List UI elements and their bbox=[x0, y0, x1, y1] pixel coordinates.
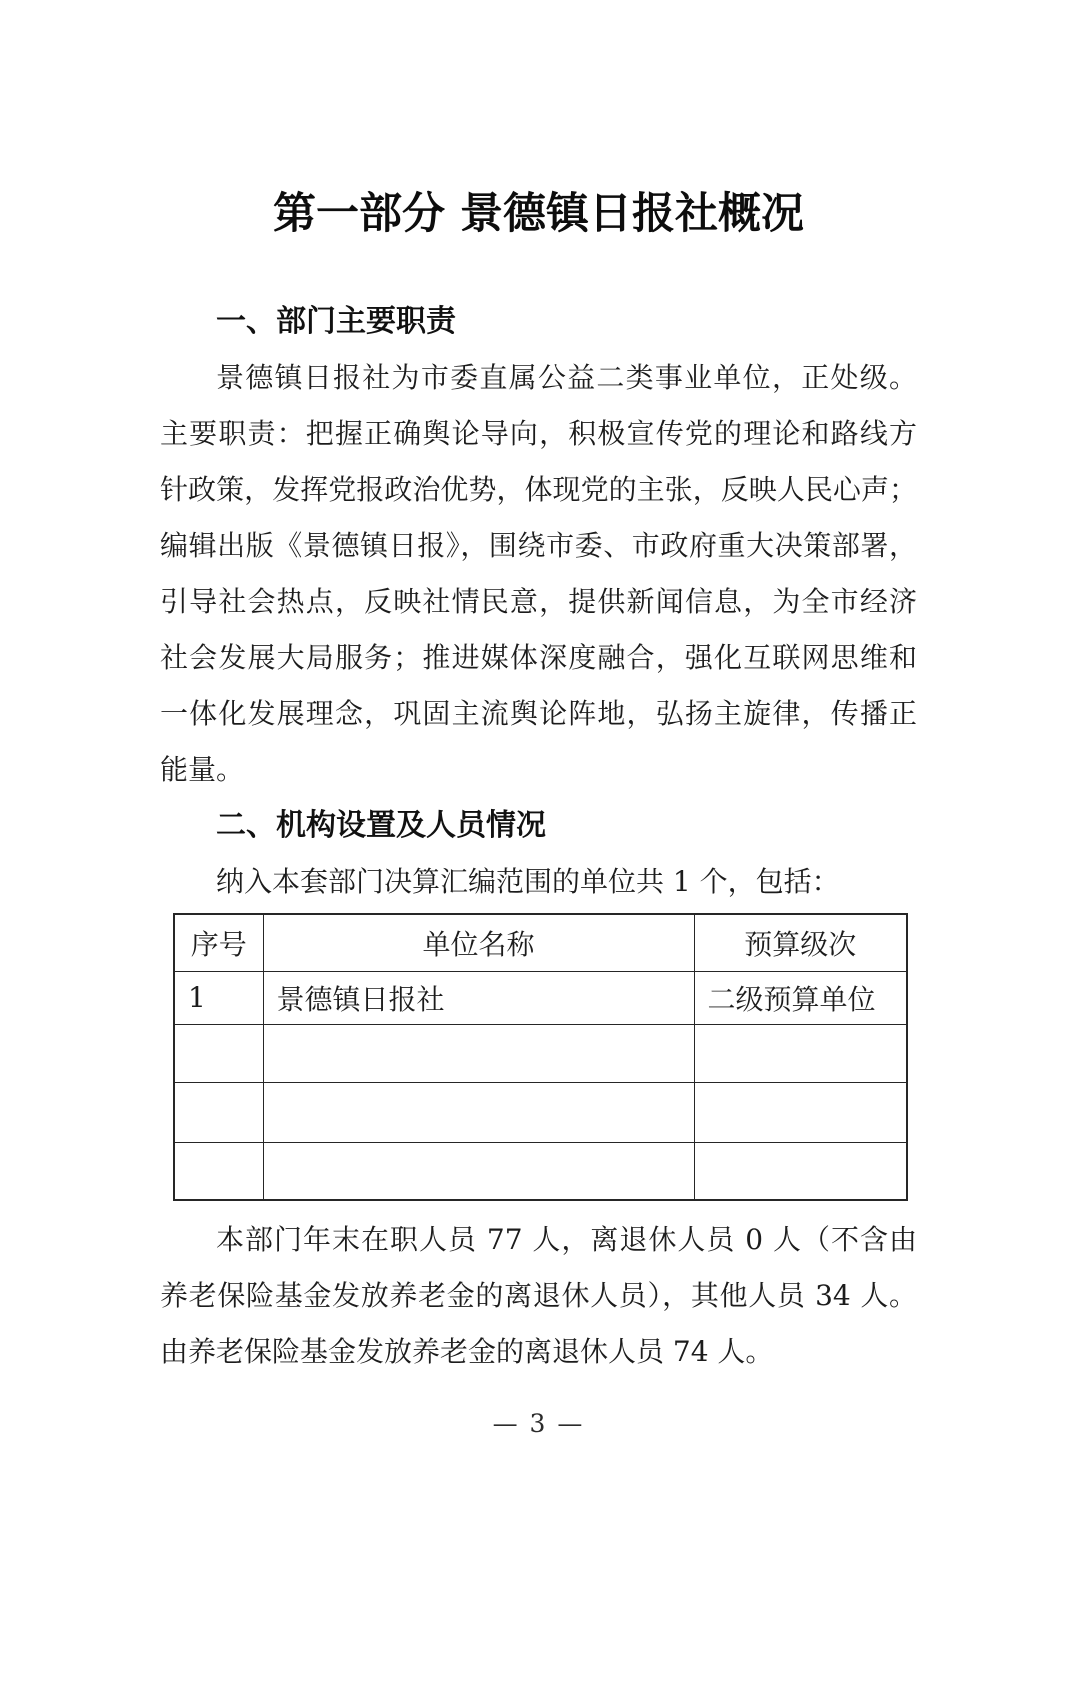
table-header-row bbox=[174, 914, 907, 971]
body-line: 景德镇日报社为市委直属公益二类事业单位，正处级。 bbox=[216, 361, 917, 394]
personnel-paragraph bbox=[160, 1212, 917, 1380]
cell-budget-level: 二级预算单位 bbox=[694, 971, 907, 1024]
table-row bbox=[174, 1082, 907, 1142]
section-1-paragraph bbox=[160, 350, 917, 798]
body-line: 本部门年末在职人员 77 人，离退休人员 0 人（不含由 bbox=[216, 1223, 917, 1256]
cell-index bbox=[174, 1082, 263, 1142]
section-2-heading: 二、机构设置及人员情况 bbox=[216, 808, 546, 843]
document-page bbox=[0, 182, 1074, 1702]
cell-budget-level bbox=[694, 1024, 907, 1082]
body-line: 编辑出版《景德镇日报》，围绕市委、市政府重大决策部署， bbox=[160, 529, 917, 562]
body-line: 由养老保险基金发放养老金的离退休人员 74 人。 bbox=[160, 1335, 774, 1368]
body-line: 能量。 bbox=[160, 753, 245, 786]
body-line: 一体化发展理念，巩固主流舆论阵地，弘扬主旋律，传播正 bbox=[160, 697, 917, 730]
section-1-heading: 一、部门主要职责 bbox=[216, 304, 456, 339]
header-cell-budget-level: 预算级次 bbox=[694, 914, 907, 971]
header-cell-index: 序号 bbox=[174, 914, 263, 971]
header-cell-unit-name: 单位名称 bbox=[263, 914, 694, 971]
body-line: 社会发展大局服务；推进媒体深度融合，强化互联网思维和 bbox=[160, 641, 917, 674]
units-table bbox=[173, 913, 908, 1201]
page-number: — 3 — bbox=[492, 1409, 585, 1438]
cell-unit-name bbox=[263, 1024, 694, 1082]
table-intro-line: 纳入本套部门决算汇编范围的单位共 1 个，包括： bbox=[216, 865, 840, 898]
cell-budget-level bbox=[694, 1082, 907, 1142]
cell-budget-level bbox=[694, 1142, 907, 1200]
cell-unit-name: 景德镇日报社 bbox=[263, 971, 694, 1024]
table-row bbox=[174, 1142, 907, 1200]
cell-unit-name bbox=[263, 1082, 694, 1142]
table-row bbox=[174, 971, 907, 1024]
body-line: 针政策，发挥党报政治优势，体现党的主张，反映人民心声； bbox=[160, 473, 917, 506]
cell-index bbox=[174, 1024, 263, 1082]
body-line: 主要职责：把握正确舆论导向，积极宣传党的理论和路线方 bbox=[160, 417, 917, 450]
body-line: 引导社会热点，反映社情民意，提供新闻信息，为全市经济 bbox=[160, 585, 917, 618]
cell-index bbox=[174, 1142, 263, 1200]
body-line: 养老保险基金发放养老金的离退休人员），其他人员 34 人。 bbox=[160, 1279, 917, 1312]
table-row bbox=[174, 1024, 907, 1082]
cell-index: 1 bbox=[174, 971, 263, 1024]
cell-unit-name bbox=[263, 1142, 694, 1200]
page-title: 第一部分 景德镇日报社概况 bbox=[273, 189, 804, 239]
